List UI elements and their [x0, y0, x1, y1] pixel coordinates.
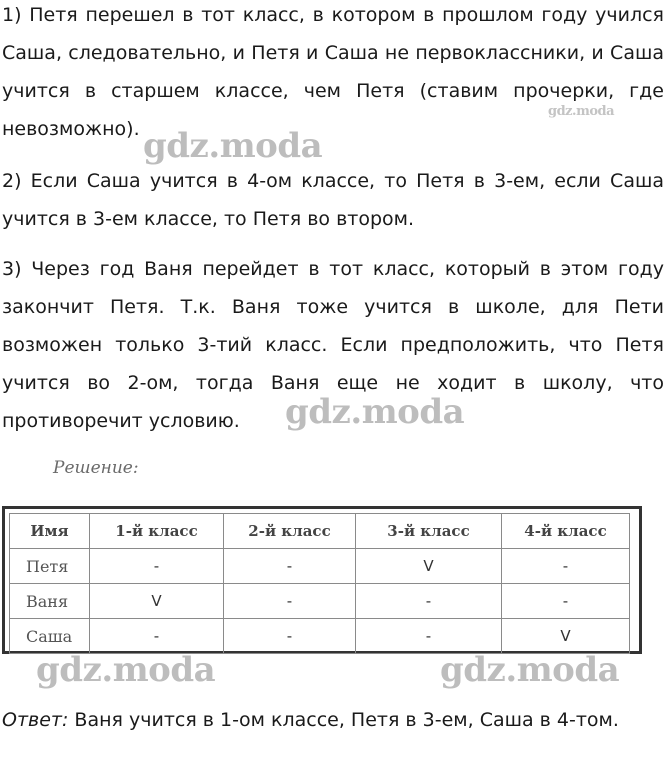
header-grade-1: 1-й класс	[90, 514, 224, 549]
row-name: Саша	[10, 619, 90, 654]
table-cell: -	[224, 549, 356, 584]
table-cell: V	[356, 549, 502, 584]
paragraph-1: 1) Петя перешел в тот класс, в котором в прошлом году учился Саша, следовательно, и Петя и Саша не первоклассники, и Саша учится в старшем классе, чем Петя (ставим прочерки, где невозможно).	[2, 4, 664, 140]
table-cell: V	[502, 619, 630, 654]
table-row	[10, 549, 630, 584]
table-cell: -	[90, 549, 224, 584]
table-cell: -	[224, 584, 356, 619]
row-name: Петя	[10, 549, 90, 584]
header-grade-4: 4-й класс	[502, 514, 630, 549]
answer-line	[2, 703, 619, 737]
table-cell: -	[224, 619, 356, 654]
row-name: Ваня	[10, 584, 90, 619]
solution-label: Решение:	[53, 458, 139, 478]
table-cell: -	[502, 549, 630, 584]
header-name: Имя	[10, 514, 90, 549]
watermark-top: gdz.moda	[143, 126, 323, 166]
table-cell: -	[356, 619, 502, 654]
header-grade-2: 2-й класс	[224, 514, 356, 549]
solution-table	[9, 513, 630, 654]
header-grade-3: 3-й класс	[356, 514, 502, 549]
table-cell: V	[90, 584, 224, 619]
answer-text: Ваня учится в 1-ом классе, Петя в 3-ем, Саша в 4-том.	[68, 709, 619, 731]
paragraph-3: 3) Через год Ваня перейдет в тот класс, который в этом году закончит Петя. Т.к. Ваня тоже учится в школе, для Пети возможен только 3-тий класс. Если предположить, что Петя учится во 2-ом, тогда Ваня еще не ходит в школу, что противоречит условию.	[2, 258, 664, 432]
watermark-bottom-left: gdz.moda	[36, 650, 216, 690]
answer-label: Ответ:	[2, 709, 69, 731]
table-row	[10, 619, 630, 654]
table-cell: -	[502, 584, 630, 619]
watermark-small: gdz.moda	[548, 104, 615, 119]
watermark-bottom-right: gdz.moda	[440, 650, 620, 690]
watermark-middle: gdz.moda	[285, 392, 465, 432]
table-cell: -	[90, 619, 224, 654]
paragraph-2: 2) Если Саша учится в 4-ом классе, то Петя в 3-ем, если Саша учится в 3-ем классе, то Петя во втором.	[2, 170, 664, 230]
table-header-row	[10, 514, 630, 549]
table-cell: -	[356, 584, 502, 619]
table-row	[10, 584, 630, 619]
